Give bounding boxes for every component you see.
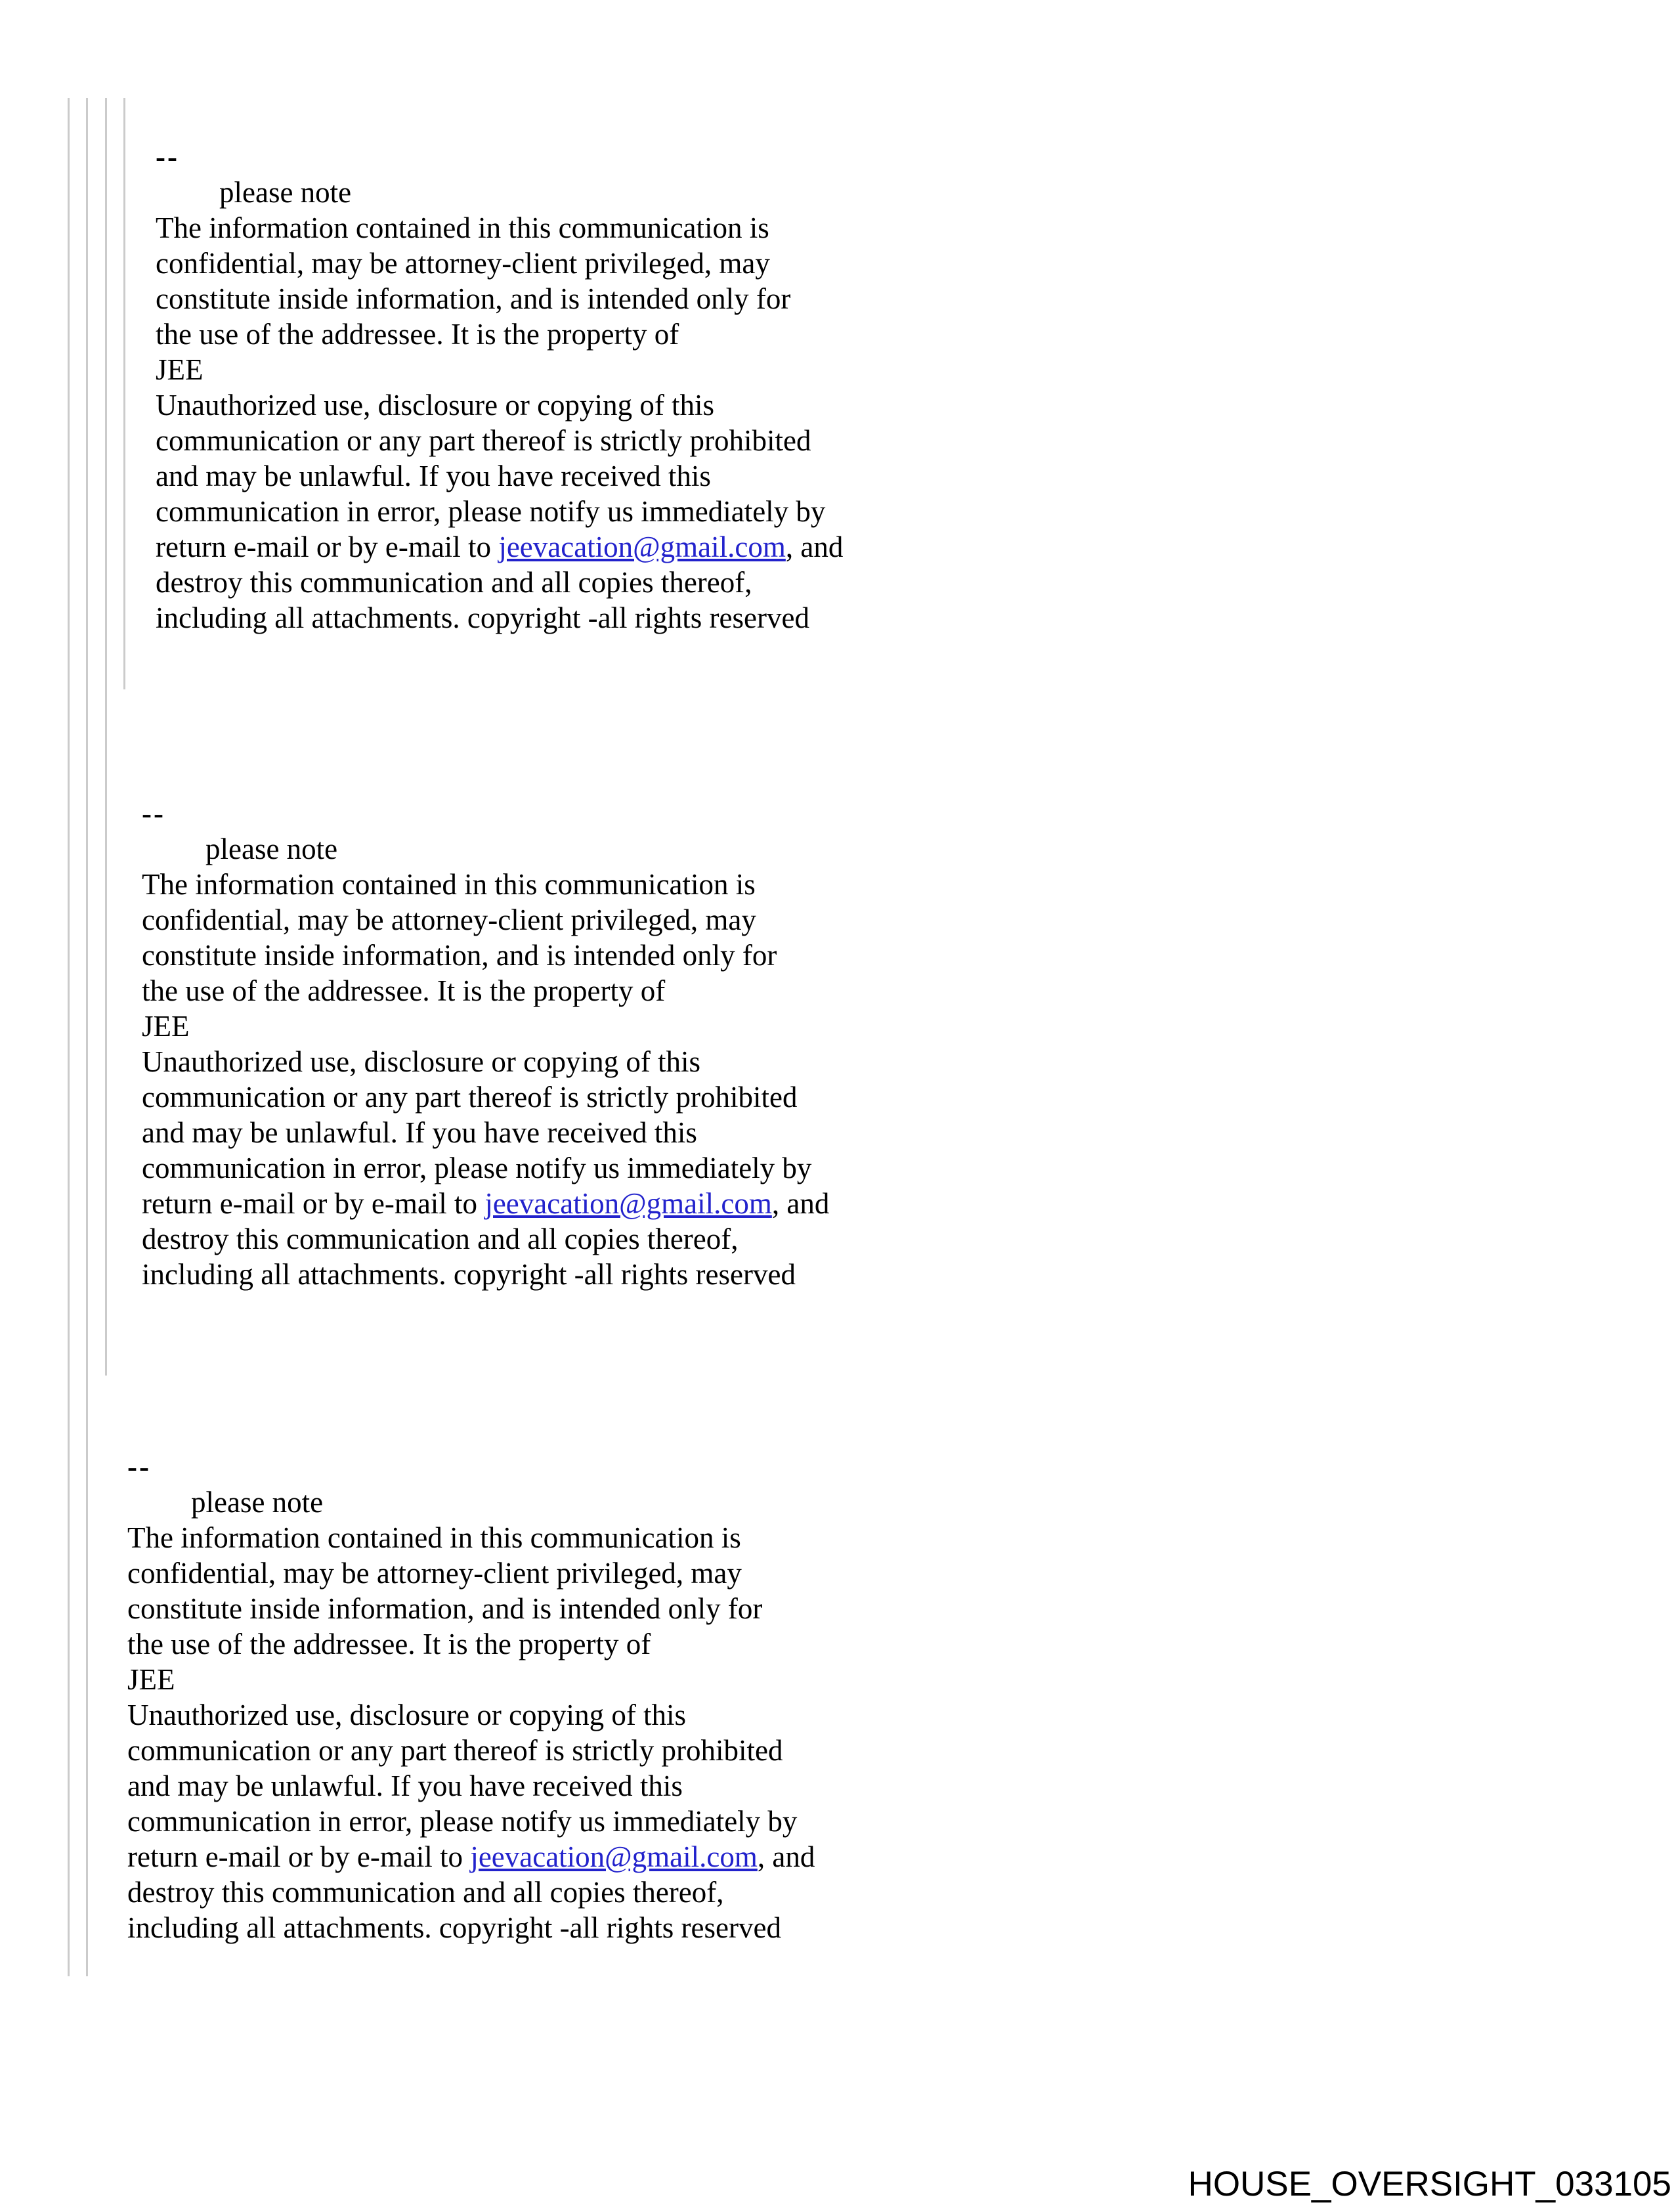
disclaimer-line: communication in error, please notify us immediately by	[156, 495, 826, 528]
disclaimer-line: communication or any part thereof is strictly prohibited	[156, 424, 811, 457]
disclaimer-line: including all attachments. copyright -all rights reserved	[156, 601, 809, 634]
disclaimer-line: Unauthorized use, disclosure or copying of this	[156, 389, 715, 422]
bates-number: HOUSE_OVERSIGHT_033105	[1188, 2165, 1671, 2203]
disclaimer-line: communication or any part thereof is strictly prohibited	[127, 1734, 783, 1767]
disclaimer-line: constitute inside information, and is intended only for	[156, 282, 791, 315]
disclaimer-line: constitute inside information, and is intended only for	[127, 1592, 763, 1625]
signature-delimiter: --	[127, 1450, 151, 1483]
disclaimer-line: JEE	[142, 1010, 190, 1043]
disclaimer-line: the use of the addressee. It is the property of	[142, 974, 666, 1007]
email-link[interactable]: jeevacation@gmail.com	[484, 1187, 772, 1220]
disclaimer-line: JEE	[156, 353, 204, 386]
signature-delimiter: --	[142, 797, 165, 830]
disclaimer-line: JEE	[127, 1663, 175, 1696]
email-line-prefix: return e-mail or by e-mail to	[142, 1187, 485, 1220]
email-disclaimer-block	[156, 139, 843, 636]
disclaimer-line: the use of the addressee. It is the property of	[156, 318, 679, 351]
please-note-label: please note	[219, 176, 352, 209]
quote-bar-level-4	[123, 98, 125, 689]
disclaimer-line: The information contained in this communication is	[127, 1521, 741, 1554]
disclaimer-email-line	[156, 529, 843, 565]
email-line-suffix: , and	[757, 1840, 815, 1873]
disclaimer-email-line	[127, 1839, 815, 1875]
disclaimer-line: the use of the addressee. It is the property of	[127, 1628, 651, 1660]
disclaimer-line: and may be unlawful. If you have received this	[127, 1769, 683, 1802]
disclaimer-line: destroy this communication and all copies thereof,	[156, 566, 752, 599]
signature-delimiter: --	[156, 141, 179, 173]
disclaimer-line: The information contained in this communication is	[156, 211, 769, 244]
disclaimer-line: communication in error, please notify us immediately by	[127, 1805, 798, 1838]
disclaimer-line: confidential, may be attorney-client privileged, may	[127, 1557, 742, 1590]
quote-bar-level-3	[105, 98, 107, 1376]
quote-bar-level-2	[86, 98, 88, 1976]
disclaimer-line: and may be unlawful. If you have received this	[142, 1116, 697, 1149]
disclaimer-line: destroy this communication and all copies thereof,	[127, 1876, 724, 1909]
email-link[interactable]: jeevacation@gmail.com	[498, 531, 786, 563]
disclaimer-line: confidential, may be attorney-client privileged, may	[156, 247, 770, 280]
disclaimer-line: confidential, may be attorney-client privileged, may	[142, 903, 756, 936]
disclaimer-line: Unauthorized use, disclosure or copying of this	[127, 1699, 687, 1731]
email-line-suffix: , and	[771, 1187, 830, 1220]
please-note-label: please note	[205, 833, 338, 865]
disclaimer-line: communication in error, please notify us immediately by	[142, 1152, 812, 1184]
disclaimer-line: destroy this communication and all copies thereof,	[142, 1223, 739, 1255]
disclaimer-line: including all attachments. copyright -all rights reserved	[142, 1258, 796, 1291]
disclaimer-line: communication or any part thereof is strictly prohibited	[142, 1081, 798, 1114]
email-line-prefix: return e-mail or by e-mail to	[127, 1840, 471, 1873]
disclaimer-line: and may be unlawful. If you have received this	[156, 460, 711, 492]
disclaimer-line: constitute inside information, and is intended only for	[142, 939, 777, 972]
please-note-label: please note	[191, 1486, 324, 1519]
email-line-prefix: return e-mail or by e-mail to	[156, 531, 499, 563]
disclaimer-email-line	[142, 1186, 829, 1221]
email-line-suffix: , and	[785, 531, 844, 563]
disclaimer-line: including all attachments. copyright -all rights reserved	[127, 1911, 781, 1944]
email-disclaimer-block	[127, 1449, 815, 1945]
disclaimer-line: The information contained in this communication is	[142, 868, 756, 901]
quote-bar-level-1	[68, 98, 70, 1976]
email-disclaimer-block	[142, 796, 829, 1292]
email-link[interactable]: jeevacation@gmail.com	[470, 1840, 758, 1873]
disclaimer-line: Unauthorized use, disclosure or copying of this	[142, 1045, 701, 1078]
